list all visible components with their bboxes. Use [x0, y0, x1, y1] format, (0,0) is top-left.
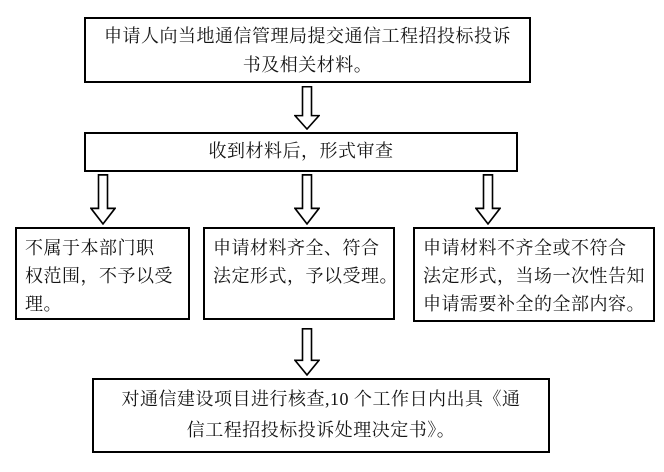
down-arrow-icon [90, 174, 116, 225]
down-arrow-icon [475, 174, 501, 225]
node-text-line: 法定形式，当场一次性告知 [423, 266, 645, 286]
node-text-line: 信工程招投标投诉处理决定书》。 [186, 420, 456, 440]
node-text-line: 法定形式，予以受理。 [213, 266, 398, 286]
node-text-line: 理。 [25, 294, 62, 314]
node-text-line: 不属于本部门职 [25, 238, 155, 258]
down-arrow-icon [294, 174, 320, 225]
node-text-line: 收到材料后，形式审查 [208, 141, 394, 161]
flow-node-supplement-notice [413, 227, 655, 322]
flow-node-formal-review [84, 132, 518, 172]
node-text-line: 申请人向当地通信管理局提交通信工程招投标投诉 [104, 26, 511, 46]
node-text-line: 申请材料不齐全或不符合 [423, 238, 627, 258]
node-text-line: 申请需要补全的全部内容。 [423, 294, 645, 314]
down-arrow-icon [294, 328, 320, 376]
flow-node-not-accepted [15, 227, 190, 320]
node-text-line: 申请材料齐全、符合 [213, 238, 380, 258]
flow-node-accepted [203, 227, 398, 320]
node-text-line: 书及相关材料。 [242, 55, 373, 75]
flow-node-submit-complaint [84, 17, 531, 83]
node-text-line: 对通信建设项目进行核查,10 个工作日内出具《通 [121, 389, 521, 409]
down-arrow-icon [294, 86, 320, 130]
flow-node-decision-document [92, 378, 550, 453]
node-text-line: 权范围，不予以受 [25, 266, 173, 286]
